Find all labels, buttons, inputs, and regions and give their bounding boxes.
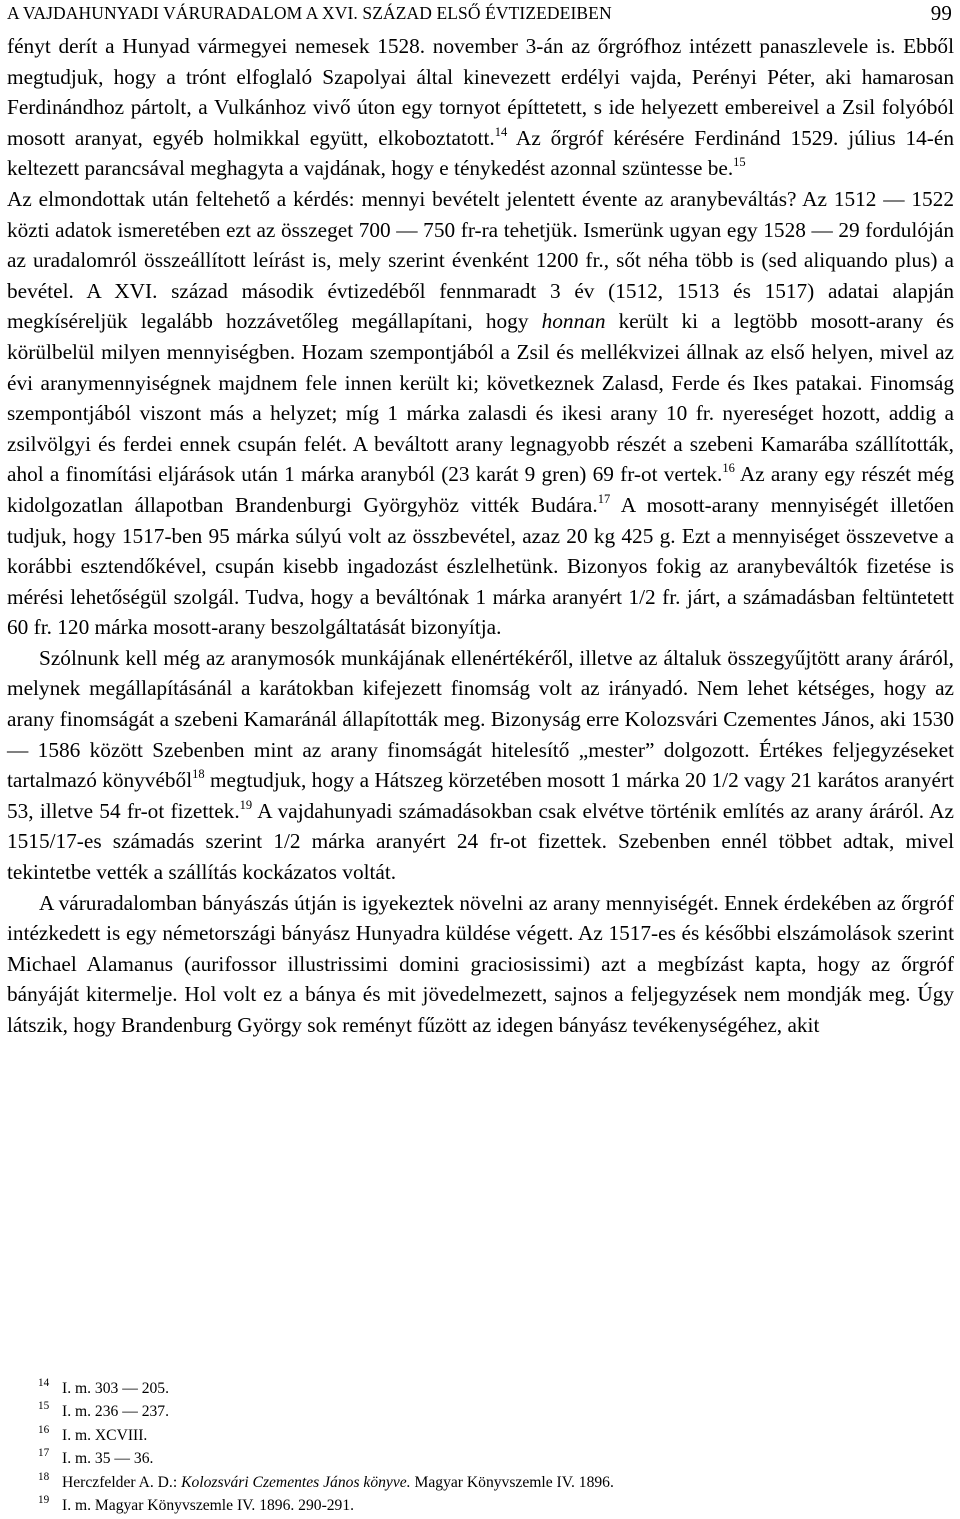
- footnotes-section: [38, 1378, 938, 1518]
- footnote-17: [38, 1448, 938, 1471]
- paragraph-4: [7, 888, 954, 1041]
- paragraph-text: fényt derít a Hunyad vármegyei nemesek 1528. november 3-án az őrgrófhoz intézett panaszlevele is. Ebből megtudjuk, hogy a trónt elfoglaló Szapolyai által kinevezett erdélyi vajda, Perényi Péter, aki hamarosan Ferdinándhoz pártolt, a Vulkánhoz vivő úton egy tornyot építtetett, s ide helyezett embereivel a Zsil folyóból mosott aranyat, egyéb holmikkal együtt, elkoboztatott.: [7, 34, 954, 150]
- footnote-14: [38, 1378, 938, 1401]
- footnote-text: I. m. XCVIII.: [62, 1426, 148, 1444]
- footnote-ref-17[interactable]: 17: [597, 491, 611, 506]
- footnote-number: 19: [38, 1494, 50, 1507]
- footnote-text-plain: Magyar Könyvszemle IV. 1896.: [410, 1473, 614, 1491]
- footnote-15: [38, 1401, 938, 1424]
- footnote-number: 18: [38, 1470, 50, 1483]
- footnote-text: I. m. 236 — 237.: [62, 1403, 169, 1421]
- paragraph-2: [7, 184, 954, 643]
- paragraph-3: [7, 643, 954, 888]
- footnote-ref-14[interactable]: 14: [494, 124, 508, 139]
- footnote-text: [62, 1472, 614, 1493]
- footnote-text-plain: Herczfelder A. D.:: [62, 1473, 182, 1491]
- paragraph-text: Szólnunk kell még az aranymosók munkájának ellenértékéről, illetve az általuk összegyűjtött arany áráról, melynek megállapításánál a karátokban kifejezett finomság volt az irányadó. Nem lehet kétséges, hogy az arany finomságát a szebeni Kamaránál állapították meg. Bizonyság erre Kolozsvári Czementes János, aki 1530 — 1586 között Szebenben mint az arany finomságát hitelesítő „mester” dolgozott. Értékes feljegyzéseket tartalmazó könyvéből: [7, 645, 954, 793]
- paragraph-text: Az elmondottak után feltehető a kérdés: mennyi bevételt jelentett évente az aranybeváltás? Az 1512 — 1522 közti adatok ismeretében ezt az összeget 700 — 750 fr-ra tehetjük. Ismerünk ugyan egy 1528 — 29 fordulóján az uradalomról összeállított leírást is, mely szerint évenként 1200 fr., sőt néha több is (sed aliquando plus) a bevétel. A XVI. század második évtizedéből fennmaradt 3 év (1512, 1513 és 1517) adatai alapján megkíséreljük legalább hozzávetőleg megállapítani, hogy: [7, 186, 954, 334]
- footnote-18: [38, 1472, 938, 1495]
- footnote-text: I. m. Magyar Könyvszemle IV. 1896. 290-291.: [62, 1497, 355, 1515]
- footnote-title-italic: Kolozsvári Czementes János könyve.: [181, 1473, 411, 1491]
- paragraph-text: került ki a legtöbb mosott-arany és körülbelül milyen mennyiségben. Hozam szempontjából a Zsil és mellékvizei állnak az első helyen, mivel az évi aranymennyiségnek majdnem fele innen került ki; következnek Zalasd, Ferde és Ikes patakai. Finomság szempontjából viszont más a helyzet; míg 1 márka zalasdi és ikesi arany 10 fr. nyereséget hozott, addig a zsilvölgyi és ferdei ennek csupán felét. A beváltott arany legnagyobb részét a szebeni Kamarába szállították, ahol a finomítási eljárások után 1 márka aranyból (23 karát 9 gren) 69 fr-ot vertek.: [7, 309, 954, 487]
- footnote-ref-15[interactable]: 15: [733, 155, 746, 170]
- footnote-19: [38, 1495, 938, 1518]
- footnote-text: I. m. 35 — 36.: [62, 1450, 154, 1468]
- running-header-title: A VAJDAHUNYADI VÁRURADALOM A XVI. SZÁZAD ELSŐ ÉVTIZEDEIBEN: [7, 3, 612, 23]
- paragraph-text: A vajdahunyadi számadásokban csak elvétve történik említés az arany áráról. Az 1515/17-es számadás szerint 1/2 márka aranyért 24 fr-ot fizettek. Szebenben ennél többet adtak, mivel tekintetbe vették a szállítás kockázatos voltát.: [7, 798, 955, 885]
- paragraph-1: [7, 31, 954, 184]
- running-header: [7, 2, 952, 28]
- body-text: [7, 31, 954, 1041]
- paragraph-text: A mosott-arany mennyiségét illetően tudjuk, hogy 1517-ben 95 márka súlyú volt az összbevétel, azaz 20 kg 425 g. Ezt a mennyiséget összevetve a korábbi esztendőkével, csupán kisebb ingadozást észlelhetünk. Bizonyos fokig az aranybeváltók fizetése is mérési lehetőségül szolgál. Tudva, hogy a beváltónak 1 márka aranyért 1/2 fr. járt, a számadásban feltüntetett 60 fr. 120 márka mosott-arany beszolgáltatását bizonyítja.: [7, 492, 954, 640]
- paragraph-text: Az őrgróf kérésére Ferdinánd 1529. július 14-én keltezett parancsával meghagyta a vajdának, hogy e ténykedést azonnal szüntesse be.: [7, 125, 954, 181]
- footnote-number: 14: [38, 1377, 50, 1389]
- paragraph-text: Az arany egy részét még kidolgozatlan állapotban Brandenburgi Györgyhöz vitték Budára.: [7, 462, 954, 517]
- page-number: 99: [930, 1, 952, 25]
- footnote-number: 15: [38, 1400, 50, 1413]
- footnote-ref-18[interactable]: 18: [192, 767, 205, 782]
- footnote-ref-19[interactable]: 19: [239, 797, 253, 812]
- paragraph-text: A váruradalomban bányászás útján is igyekeztek növelni az arany mennyiségét. Ennek érdekében az őrgróf intézkedett is egy németországi bányász Hunyadra küldése végett. Az 1517-es és későbbi elszámolások szerint Michael Alamanus (aurifossor illustrissimi domini graciosissimi) azt a megbízást kapta, hogy az őrgróf bányáját kitermelje. Hol volt ez a bánya és mit jövedelmezett, sajnos a feljegyzések nem mondják meg. Úgy látszik, hogy Brandenburg György sok reményt fűzött az idegen bányász tevékenységéhez, akit: [7, 890, 954, 1037]
- footnote-text: I. m. 303 — 205.: [62, 1380, 169, 1397]
- footnote-16: [38, 1425, 938, 1448]
- footnote-number: 16: [38, 1423, 50, 1436]
- paragraph-text: megtudjuk, hogy a Hátszeg körzetében mosott 1 márka 20 1/2 vagy 21 karátos aranyért 53, illetve 54 fr-ot fizettek.: [7, 768, 954, 823]
- footnote-ref-16[interactable]: 16: [722, 461, 735, 476]
- footnote-number: 17: [38, 1447, 50, 1460]
- emphasis-text: honnan: [541, 309, 606, 334]
